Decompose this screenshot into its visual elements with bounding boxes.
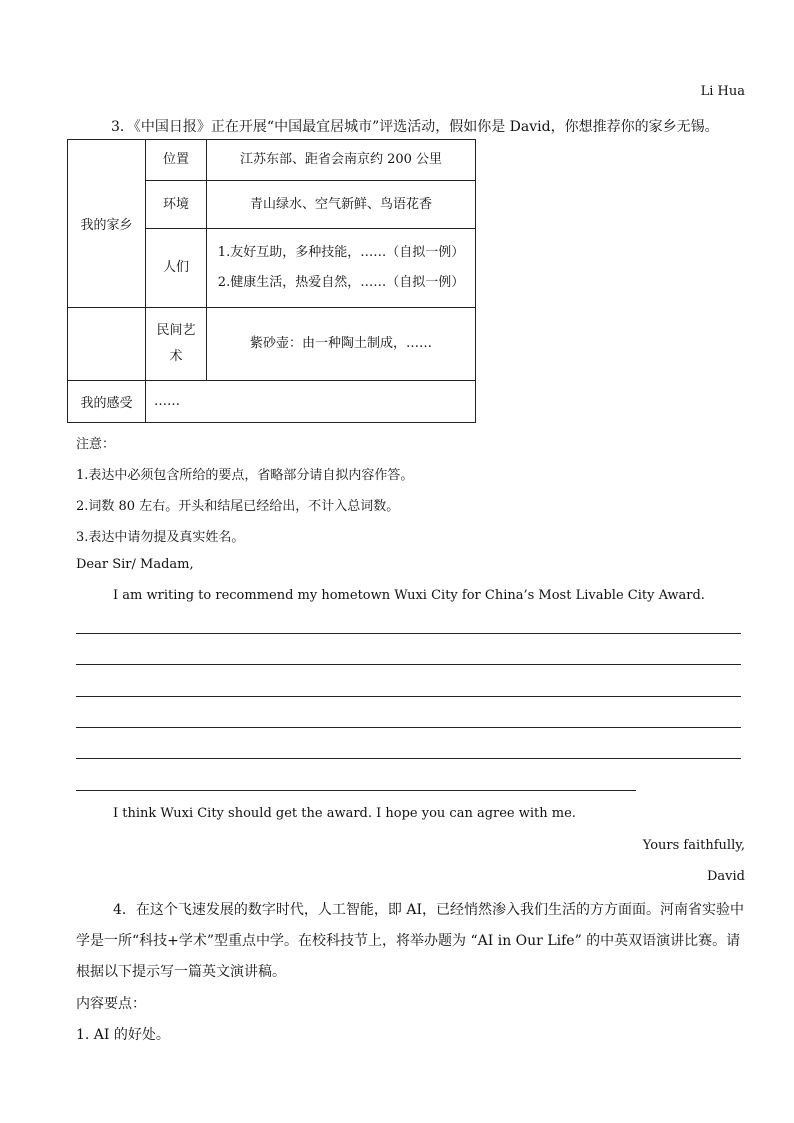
label-cell xyxy=(146,181,207,229)
question-4-prompt: 4．在这个飞速发展的数字时代，人工智能，即 AI，已经悄然渗入我们生活的方方面面。河南省实验中学是一所“科技+学术”型重点中学。在校科技节上，将举办题为 “AI in Our Life” 的中英双语演讲比赛。请根据以下提示写一篇英文演讲稿。 xyxy=(76,902,744,980)
value-cell xyxy=(207,308,476,381)
answer-line xyxy=(76,664,741,665)
note-item: 2.词数 80 左右。开头和结尾已经给出，不计入总词数。 xyxy=(76,499,400,514)
feeling-label: 我的感受 xyxy=(80,396,133,411)
group-label-cell xyxy=(68,140,146,308)
feeling-label-cell xyxy=(68,381,146,423)
row-label-line: 术 xyxy=(169,349,183,364)
question-3-prompt: 3．《中国日报》正在开展“中国最宜居城市”评选活动，假如你是 David，你想推荐你的家乡无锡。 xyxy=(111,119,719,135)
row-label-line: 民间艺 xyxy=(156,323,196,338)
top-right-name: Li Hua xyxy=(700,84,745,99)
row-value: 紫砂壶：由一种陶土制成，…… xyxy=(249,336,432,351)
signoff: Yours faithfully, xyxy=(642,838,745,853)
feeling-value: …… xyxy=(154,394,180,409)
letter-closing: I think Wuxi City should get the award. I hope you can agree with me. xyxy=(113,806,576,821)
signature: David xyxy=(707,869,745,884)
row-value: 青山绿水、空气新鲜、鸟语花香 xyxy=(249,196,432,212)
label-cell xyxy=(146,229,207,308)
answer-line xyxy=(76,758,741,759)
point-item: 1. AI 的好处。 xyxy=(76,1027,170,1043)
empty-cell xyxy=(68,308,146,381)
row-label: 人们 xyxy=(162,260,189,275)
answer-line xyxy=(76,633,741,634)
feeling-value-cell xyxy=(146,381,476,423)
note-item: 1.表达中必须包含所给的要点，省略部分请自拟内容作答。 xyxy=(76,468,414,483)
label-cell xyxy=(146,140,207,181)
label-cell xyxy=(146,308,207,381)
points-title: 内容要点： xyxy=(76,996,146,1012)
salutation: Dear Sir/ Madam, xyxy=(76,557,194,572)
row-value: 江苏东部、距省会南京约 200 公里 xyxy=(239,152,443,167)
group-label: 我的家乡 xyxy=(80,218,133,233)
row-label: 环境 xyxy=(162,196,189,212)
answer-line xyxy=(76,727,741,728)
hometown-info-table xyxy=(67,139,476,423)
row-value-line: 2.健康生活，热爱自然，……（自拟一例） xyxy=(217,275,465,290)
notes-title: 注意： xyxy=(76,437,116,452)
answer-line xyxy=(76,696,741,697)
value-cell xyxy=(207,140,476,181)
row-value-line: 1.友好互助，多种技能，……（自拟一例） xyxy=(217,245,465,260)
value-cell xyxy=(207,229,476,308)
note-item: 3.表达中请勿提及真实姓名。 xyxy=(76,530,245,545)
row-label: 位置 xyxy=(162,152,189,167)
letter-opening: I am writing to recommend my hometown Wuxi City for China’s Most Livable City Award. xyxy=(113,588,705,603)
answer-line xyxy=(76,790,636,791)
value-cell xyxy=(207,181,476,229)
